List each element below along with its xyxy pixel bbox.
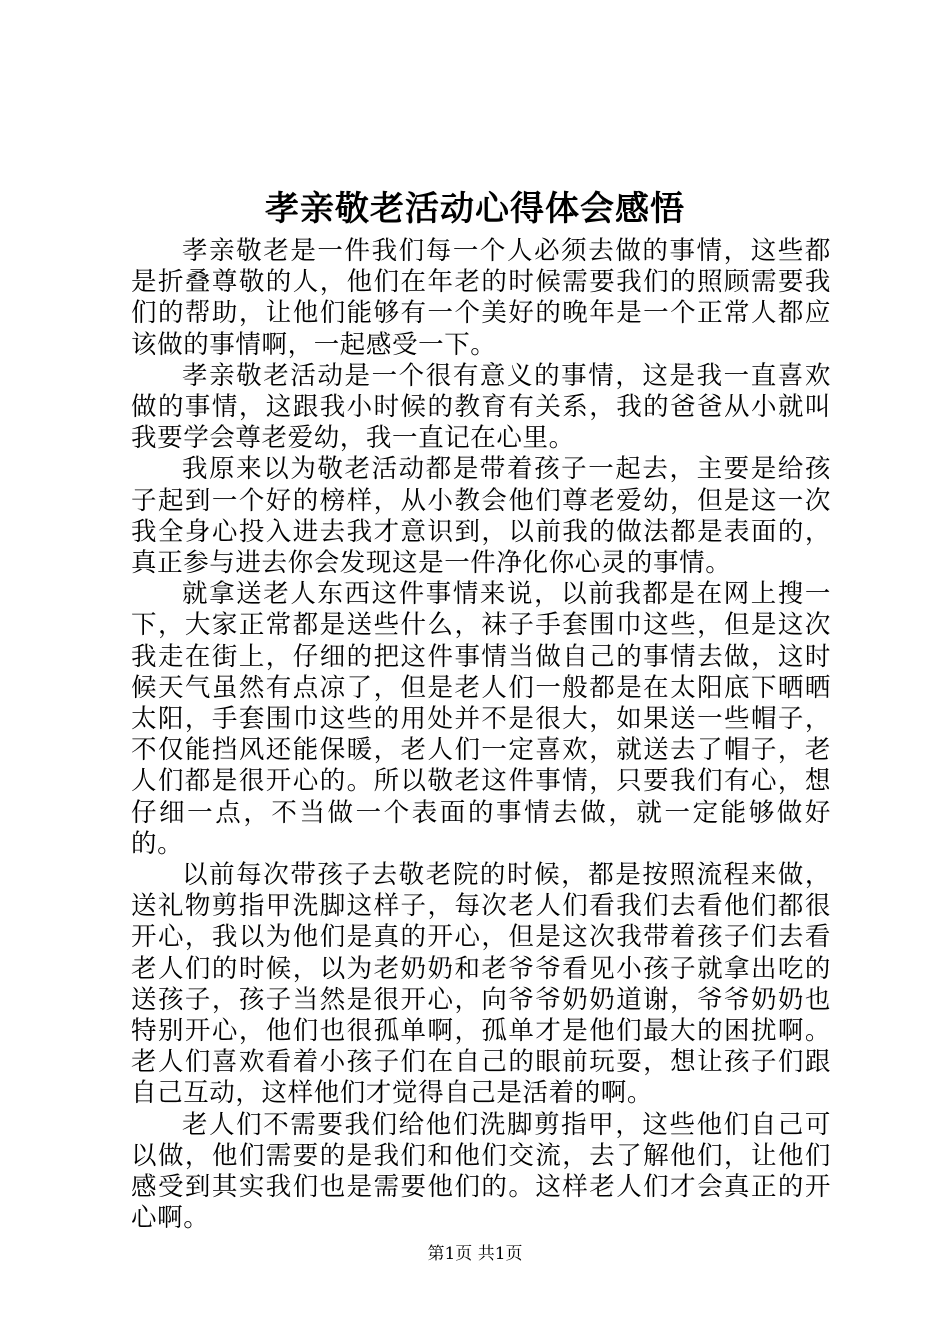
page-number-footer: 第1页 共1页 [427,1244,523,1264]
paragraph-2: 孝亲敬老活动是一个很有意义的事情，这是我一直喜欢做的事情，这跟我小时候的教育有关系，我的爸爸从小就叫我要学会尊老爱幼，我一直记在心里。 [131,360,831,454]
document-body [131,236,831,1235]
document-title: 孝亲敬老活动心得体会感悟 [265,189,685,229]
paragraph-5: 以前每次带孩子去敬老院的时候，都是按照流程来做，送礼物剪指甲洗脚这样子，每次老人们看我们去看他们都很开心，我以为他们是真的开心，但是这次我带着孩子们去看老人们的时候，以为老奶奶和老爷爷看见小孩子就拿出吃的送孩子，孩子当然是很开心，向爷爷奶奶道谢，爷爷奶奶也特别开心，他们也很孤单啊，孤单才是他们最大的困扰啊。老人们喜欢看着小孩子们在自己的眼前玩耍，想让孩子们跟自己互动，这样他们才觉得自己是活着的啊。 [131,860,831,1109]
paragraph-1: 孝亲敬老是一件我们每一个人必须去做的事情，这些都是折叠尊敬的人，他们在年老的时候需要我们的照顾需要我们的帮助，让他们能够有一个美好的晚年是一个正常人都应该做的事情啊，一起感受一下。 [131,236,831,360]
paragraph-4: 就拿送老人东西这件事情来说，以前我都是在网上搜一下，大家正常都是送些什么，袜子手套围巾这些，但是这次我走在街上，仔细的把这件事情当做自己的事情去做，这时候天气虽然有点凉了，但是老人们一般都是在太阳底下晒晒太阳，手套围巾这些的用处并不是很大，如果送一些帽子，不仅能挡风还能保暖，老人们一定喜欢，就送去了帽子，老人们都是很开心的。所以敬老这件事情，只要我们有心，想仔细一点，不当做一个表面的事情去做，就一定能够做好的。 [131,579,831,859]
paragraph-3: 我原来以为敬老活动都是带着孩子一起去，主要是给孩子起到一个好的榜样，从小教会他们尊老爱幼，但是这一次我全身心投入进去我才意识到，以前我的做法都是表面的，真正参与进去你会发现这是一件净化你心灵的事情。 [131,454,831,579]
paragraph-6: 老人们不需要我们给他们洗脚剪指甲，这些他们自己可以做，他们需要的是我们和他们交流，去了解他们，让他们感受到其实我们也是需要他们的。这样老人们才会真正的开心啊。 [131,1109,831,1234]
